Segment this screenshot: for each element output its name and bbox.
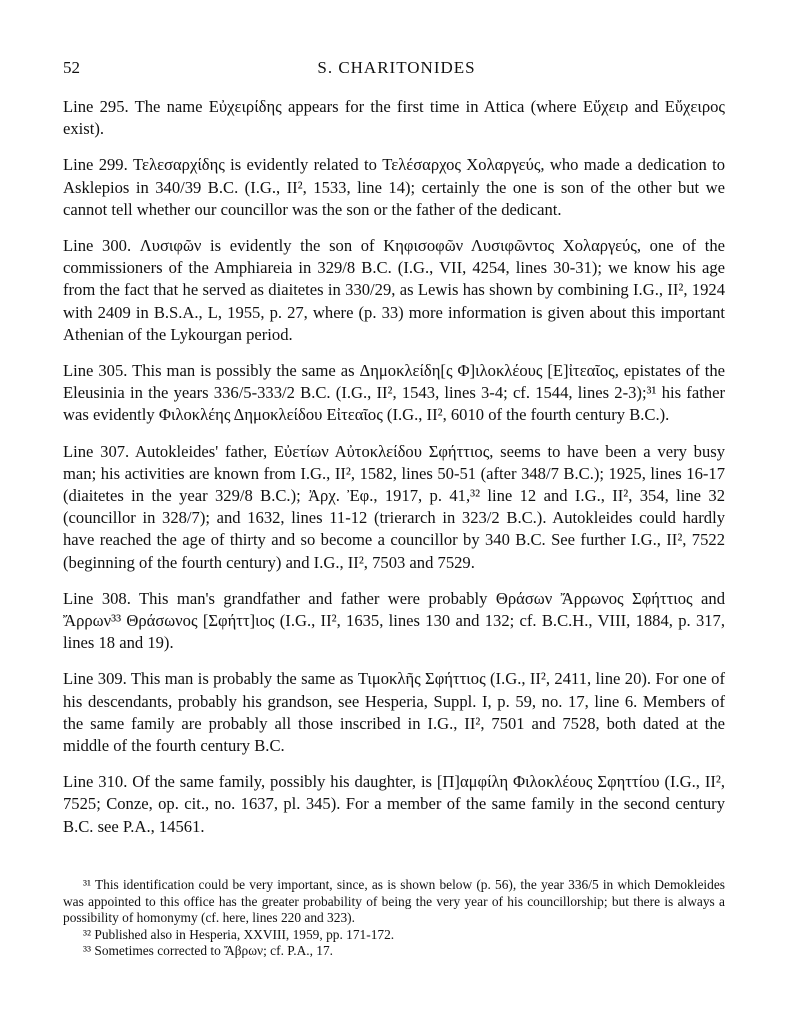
paragraph-line-305: Line 305. This man is possibly the same as Δημοκλείδη[ς Φ]ιλοκλέους [Ε]ἰτεαῖος, epistates of the Eleusinia in the years 336/5-333/2 B.C. (I.G., II², 1543, lines 3-4; cf. 1544, lines 2-3);³¹ his father was evidently Φιλοκλέης Δημοκλείδου Εἰτεαῖος (I.G., II², 6010 of the fourth century B.C.).	[63, 361, 725, 425]
body-text	[63, 96, 725, 852]
footnotes	[63, 877, 725, 960]
paragraph-line-308: Line 308. This man's grandfather and father were probably Θράσων Ἄρρωνος Σφήττιος and Ἄρρων³³ Θράσωνος [Σφήττ]ιος (I.G., II², 1635, lines 130 and 132; cf. B.C.H., VIII, 1884, p. 317, lines 18 and 19).	[63, 588, 725, 653]
footnote-32: ³² Published also in Hesperia, XXVIII, 1959, pp. 171-172.	[83, 926, 395, 942]
paragraph-line-310: Line 310. Of the same family, possibly his daughter, is [Π]αμφίλη Φιλοκλέους Σφηττίου (I.G., II², 7525; Conze, op. cit., no. 1637, pl. 345). For a member of the same family in the second century B.C. see P.A., 14561.	[63, 772, 725, 836]
paragraph-line-300: Line 300. Λυσιφῶν is evidently the son of Κηφισοφῶν Λυσιφῶντος Χολαργεύς, one of the commissioners of the Amphiareia in 329/8 B.C. (I.G., VII, 4254, lines 30-31); we know his age from the fact that he served as diaitetes in 330/29, as Lewis has shown by combining I.G., II², 1924 with 2409 in B.S.A., L, 1955, p. 27, where (p. 33) more information is given about this important Athenian of the Lykourgan period.	[63, 236, 725, 344]
paragraph-line-299: Line 299. Τελεσαρχίδης is evidently related to Τελέσαρχος Χολαργεύς, who made a dedication to Asklepios in 340/39 B.C. (I.G., II², 1533, line 14); certainly the one is son of the other but we cannot tell whether our councillor was the son or the father of the dedicant.	[63, 155, 725, 219]
page-number: 52	[63, 58, 80, 77]
paragraph-line-295: Line 295. The name Εὐχειρίδης appears for the first time in Attica (where Εὔχειρ and Εὔχειρος exist).	[63, 97, 725, 139]
paragraph-line-309: Line 309. This man is probably the same as Τιμοκλῆς Σφήττιος (I.G., II², 2411, line 20). For one of his descendants, probably his grandson, see Hesperia, Suppl. I, p. 59, no. 17, line 6. Members of the same family are probably all those inscribed in I.G., II², 7501 and 7528, both dated at the middle of the fourth century B.C.	[63, 669, 725, 756]
footnote-31: ³¹ This identification could be very important, since, as is shown below (p. 56), the year 336/5 in which Demokleides was appointed to this office has the greater probability of being the very year of his councillorship; but there is always a possibility of homonymy (cf. here, lines 220 and 323).	[63, 877, 725, 926]
footnote-33: ³³ Sometimes corrected to Ἄβρων; cf. P.A., 17.	[83, 943, 334, 959]
running-title: S. CHARITONIDES	[317, 58, 476, 77]
paragraph-line-307: Line 307. Autokleides' father, Εὐετίων Αὐτοκλείδου Σφήττιος, seems to have been a very busy man; his activities are known from I.G., II², 1582, lines 50-51 (after 348/7 B.C.); 1925, lines 16-17 (diaitetes in the year 329/8 B.C.); Ἀρχ. Ἐφ., 1917, p. 41,³² line 12 and I.G., II², 354, line 32 (councillor in 328/7); and 1632, lines 11-12 (trierarch in 323/2 B.C.). Autokleides could hardly have reached the age of thirty and so become a councillor by 340 B.C. See further I.G., II², 7522 (beginning of the fourth century) and I.G., II², 7503 and 7529.	[63, 441, 725, 572]
